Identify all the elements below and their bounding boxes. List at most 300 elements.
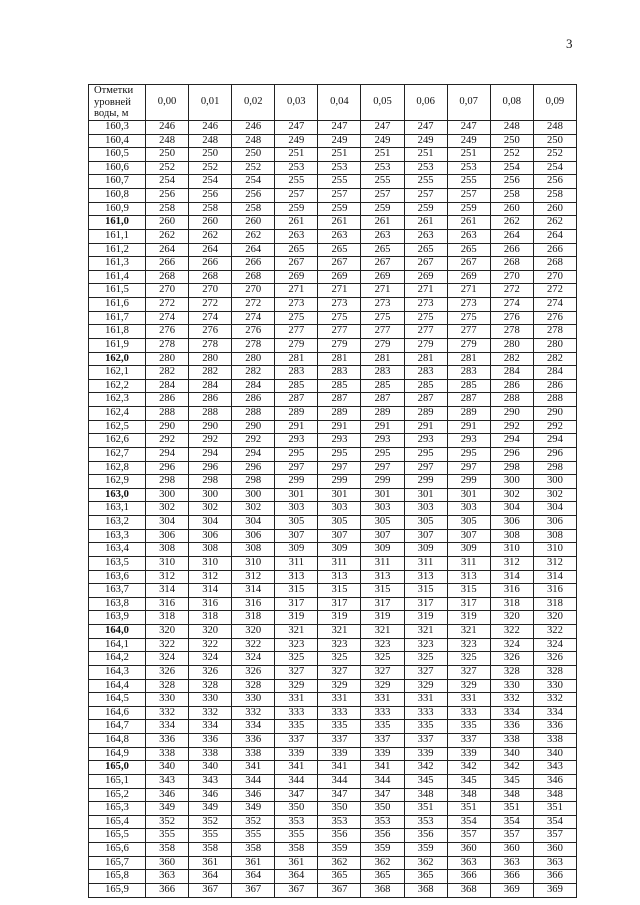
value-cell: 333 [275, 706, 318, 720]
value-cell: 321 [361, 625, 404, 639]
value-cell: 365 [361, 870, 404, 884]
level-cell: 163,1 [89, 502, 146, 516]
value-cell: 351 [533, 802, 576, 816]
level-cell: 163,2 [89, 516, 146, 530]
value-cell: 251 [361, 148, 404, 162]
value-cell: 260 [189, 216, 232, 230]
value-cell: 275 [318, 311, 361, 325]
value-cell: 248 [232, 134, 275, 148]
value-cell: 325 [361, 652, 404, 666]
value-cell: 321 [447, 625, 490, 639]
value-cell: 369 [533, 883, 576, 897]
value-cell: 326 [490, 652, 533, 666]
value-cell: 324 [533, 638, 576, 652]
value-cell: 312 [232, 570, 275, 584]
value-cell: 306 [232, 529, 275, 543]
value-cell: 311 [275, 556, 318, 570]
value-cell: 303 [404, 502, 447, 516]
value-cell: 310 [146, 556, 189, 570]
value-cell: 256 [189, 189, 232, 203]
value-cell: 342 [490, 761, 533, 775]
value-cell: 303 [318, 502, 361, 516]
value-cell: 344 [275, 774, 318, 788]
value-cell: 286 [232, 393, 275, 407]
value-cell: 354 [490, 815, 533, 829]
value-cell: 318 [490, 597, 533, 611]
value-cell: 249 [447, 134, 490, 148]
table-row [89, 761, 577, 775]
value-cell: 279 [447, 338, 490, 352]
value-cell: 260 [146, 216, 189, 230]
value-cell: 256 [146, 189, 189, 203]
value-cell: 247 [404, 120, 447, 134]
value-cell: 268 [490, 257, 533, 271]
value-cell: 252 [533, 148, 576, 162]
value-cell: 338 [232, 747, 275, 761]
value-cell: 282 [189, 366, 232, 380]
level-cell: 163,5 [89, 556, 146, 570]
value-cell: 264 [189, 243, 232, 257]
value-cell: 367 [318, 883, 361, 897]
value-cell: 282 [490, 352, 533, 366]
level-cell: 165,5 [89, 829, 146, 843]
value-cell: 346 [189, 788, 232, 802]
value-cell: 263 [318, 229, 361, 243]
value-cell: 307 [404, 529, 447, 543]
value-cell: 249 [318, 134, 361, 148]
value-cell: 321 [275, 625, 318, 639]
value-cell: 352 [232, 815, 275, 829]
value-cell: 295 [275, 447, 318, 461]
value-cell: 313 [404, 570, 447, 584]
level-cell: 163,7 [89, 584, 146, 598]
value-cell: 341 [232, 761, 275, 775]
value-cell: 326 [533, 652, 576, 666]
value-cell: 277 [361, 325, 404, 339]
table-row [89, 883, 577, 897]
value-cell: 283 [318, 366, 361, 380]
value-cell: 300 [146, 488, 189, 502]
value-cell: 342 [404, 761, 447, 775]
value-cell: 347 [275, 788, 318, 802]
table-row [89, 488, 577, 502]
value-cell: 272 [533, 284, 576, 298]
value-cell: 327 [361, 665, 404, 679]
table-row [89, 802, 577, 816]
value-cell: 305 [275, 516, 318, 530]
value-cell: 299 [275, 475, 318, 489]
value-cell: 250 [146, 148, 189, 162]
value-cell: 280 [533, 338, 576, 352]
value-cell: 344 [232, 774, 275, 788]
value-cell: 269 [318, 270, 361, 284]
value-cell: 360 [447, 843, 490, 857]
value-cell: 284 [490, 366, 533, 380]
value-cell: 275 [361, 311, 404, 325]
page-number: 3 [566, 36, 573, 51]
value-cell: 355 [232, 829, 275, 843]
table-row [89, 161, 577, 175]
value-cell: 261 [318, 216, 361, 230]
value-cell: 292 [232, 434, 275, 448]
value-cell: 294 [533, 434, 576, 448]
value-cell: 320 [490, 611, 533, 625]
value-cell: 337 [318, 734, 361, 748]
value-cell: 322 [189, 638, 232, 652]
level-cell: 162,6 [89, 434, 146, 448]
value-cell: 257 [404, 189, 447, 203]
level-cell: 162,4 [89, 407, 146, 421]
value-cell: 248 [146, 134, 189, 148]
level-cell: 160,9 [89, 202, 146, 216]
value-cell: 317 [318, 597, 361, 611]
value-cell: 279 [404, 338, 447, 352]
value-cell: 353 [275, 815, 318, 829]
value-cell: 253 [361, 161, 404, 175]
value-cell: 273 [275, 298, 318, 312]
value-cell: 246 [232, 120, 275, 134]
value-cell: 290 [189, 420, 232, 434]
value-cell: 314 [490, 570, 533, 584]
value-cell: 257 [361, 189, 404, 203]
value-cell: 259 [447, 202, 490, 216]
value-cell: 361 [275, 856, 318, 870]
value-cell: 351 [447, 802, 490, 816]
value-cell: 359 [361, 843, 404, 857]
value-cell: 303 [447, 502, 490, 516]
table-row [89, 638, 577, 652]
value-cell: 271 [275, 284, 318, 298]
value-cell: 254 [490, 161, 533, 175]
value-cell: 295 [447, 447, 490, 461]
value-cell: 315 [404, 584, 447, 598]
value-cell: 252 [490, 148, 533, 162]
level-cell: 160,3 [89, 120, 146, 134]
table-row [89, 516, 577, 530]
value-cell: 302 [189, 502, 232, 516]
value-cell: 322 [232, 638, 275, 652]
header-line: Отметки [94, 85, 134, 96]
value-cell: 308 [490, 529, 533, 543]
table-header [89, 85, 577, 121]
level-cell: 164,8 [89, 734, 146, 748]
value-cell: 324 [146, 652, 189, 666]
value-cell: 306 [490, 516, 533, 530]
value-cell: 363 [146, 870, 189, 884]
level-cell: 161,2 [89, 243, 146, 257]
column-header: 0,01 [189, 85, 232, 121]
value-cell: 357 [447, 829, 490, 843]
value-cell: 348 [533, 788, 576, 802]
value-cell: 274 [146, 311, 189, 325]
value-cell: 307 [275, 529, 318, 543]
table-row [89, 407, 577, 421]
value-cell: 353 [404, 815, 447, 829]
table-row [89, 611, 577, 625]
value-cell: 315 [361, 584, 404, 598]
value-cell: 276 [146, 325, 189, 339]
value-cell: 336 [533, 720, 576, 734]
value-cell: 366 [146, 883, 189, 897]
value-cell: 265 [447, 243, 490, 257]
value-cell: 266 [490, 243, 533, 257]
value-cell: 286 [189, 393, 232, 407]
value-cell: 256 [232, 189, 275, 203]
value-cell: 331 [275, 693, 318, 707]
column-header: 0,02 [232, 85, 275, 121]
table-row [89, 352, 577, 366]
value-cell: 313 [318, 570, 361, 584]
value-cell: 333 [361, 706, 404, 720]
value-cell: 280 [490, 338, 533, 352]
value-cell: 252 [146, 161, 189, 175]
level-cell: 165,4 [89, 815, 146, 829]
table-row [89, 829, 577, 843]
value-cell: 290 [490, 407, 533, 421]
value-cell: 347 [318, 788, 361, 802]
value-cell: 273 [447, 298, 490, 312]
value-cell: 360 [490, 843, 533, 857]
value-cell: 309 [361, 543, 404, 557]
value-cell: 330 [146, 693, 189, 707]
value-cell: 253 [318, 161, 361, 175]
value-cell: 285 [361, 379, 404, 393]
value-cell: 297 [275, 461, 318, 475]
value-cell: 260 [533, 202, 576, 216]
value-cell: 251 [447, 148, 490, 162]
value-cell: 308 [232, 543, 275, 557]
value-cell: 286 [146, 393, 189, 407]
value-cell: 261 [361, 216, 404, 230]
value-cell: 257 [447, 189, 490, 203]
value-cell: 333 [318, 706, 361, 720]
level-cell: 164,1 [89, 638, 146, 652]
value-cell: 294 [189, 447, 232, 461]
column-header: 0,05 [361, 85, 404, 121]
value-cell: 255 [447, 175, 490, 189]
level-cell: 164,5 [89, 693, 146, 707]
value-cell: 307 [361, 529, 404, 543]
value-cell: 273 [361, 298, 404, 312]
value-cell: 324 [490, 638, 533, 652]
value-cell: 335 [404, 720, 447, 734]
value-cell: 343 [146, 774, 189, 788]
value-cell: 263 [404, 229, 447, 243]
value-cell: 256 [490, 175, 533, 189]
value-cell: 312 [189, 570, 232, 584]
value-cell: 284 [232, 379, 275, 393]
value-cell: 268 [146, 270, 189, 284]
level-cell: 160,7 [89, 175, 146, 189]
value-cell: 309 [318, 543, 361, 557]
table-row [89, 584, 577, 598]
value-cell: 258 [533, 189, 576, 203]
level-cell: 161,6 [89, 298, 146, 312]
value-cell: 293 [447, 434, 490, 448]
value-cell: 287 [275, 393, 318, 407]
level-cell: 161,5 [89, 284, 146, 298]
value-cell: 259 [318, 202, 361, 216]
value-cell: 288 [146, 407, 189, 421]
level-cell: 164,6 [89, 706, 146, 720]
value-cell: 336 [232, 734, 275, 748]
value-cell: 328 [490, 665, 533, 679]
value-cell: 317 [447, 597, 490, 611]
value-cell: 318 [189, 611, 232, 625]
level-cell: 161,0 [89, 216, 146, 230]
value-cell: 303 [275, 502, 318, 516]
value-cell: 335 [447, 720, 490, 734]
value-cell: 316 [146, 597, 189, 611]
value-cell: 337 [275, 734, 318, 748]
value-cell: 261 [447, 216, 490, 230]
value-cell: 283 [361, 366, 404, 380]
value-cell: 297 [447, 461, 490, 475]
value-cell: 358 [275, 843, 318, 857]
value-cell: 325 [447, 652, 490, 666]
value-cell: 320 [146, 625, 189, 639]
value-cell: 353 [318, 815, 361, 829]
value-cell: 367 [275, 883, 318, 897]
value-cell: 249 [404, 134, 447, 148]
value-cell: 297 [404, 461, 447, 475]
value-cell: 328 [232, 679, 275, 693]
value-cell: 327 [318, 665, 361, 679]
value-cell: 366 [447, 870, 490, 884]
value-cell: 312 [533, 556, 576, 570]
value-cell: 366 [490, 870, 533, 884]
value-cell: 306 [533, 516, 576, 530]
value-cell: 253 [275, 161, 318, 175]
table-row [89, 270, 577, 284]
value-cell: 257 [318, 189, 361, 203]
value-cell: 261 [404, 216, 447, 230]
value-cell: 326 [189, 665, 232, 679]
value-cell: 254 [533, 161, 576, 175]
value-cell: 302 [490, 488, 533, 502]
value-cell: 319 [318, 611, 361, 625]
value-cell: 283 [404, 366, 447, 380]
value-cell: 344 [318, 774, 361, 788]
value-cell: 304 [146, 516, 189, 530]
value-cell: 259 [361, 202, 404, 216]
value-cell: 323 [361, 638, 404, 652]
value-cell: 298 [533, 461, 576, 475]
value-cell: 283 [447, 366, 490, 380]
value-cell: 250 [232, 148, 275, 162]
value-cell: 296 [490, 447, 533, 461]
value-cell: 281 [318, 352, 361, 366]
value-cell: 313 [447, 570, 490, 584]
header-level-column [89, 85, 146, 121]
value-cell: 349 [146, 802, 189, 816]
value-cell: 258 [232, 202, 275, 216]
value-cell: 268 [189, 270, 232, 284]
value-cell: 271 [404, 284, 447, 298]
value-cell: 250 [189, 148, 232, 162]
value-cell: 349 [189, 802, 232, 816]
value-cell: 304 [189, 516, 232, 530]
value-cell: 365 [404, 870, 447, 884]
value-cell: 265 [361, 243, 404, 257]
value-cell: 260 [490, 202, 533, 216]
value-cell: 274 [189, 311, 232, 325]
value-cell: 288 [533, 393, 576, 407]
value-cell: 277 [275, 325, 318, 339]
value-cell: 352 [146, 815, 189, 829]
value-cell: 312 [490, 556, 533, 570]
table-row [89, 679, 577, 693]
value-cell: 315 [275, 584, 318, 598]
value-cell: 335 [275, 720, 318, 734]
value-cell: 291 [404, 420, 447, 434]
value-cell: 246 [146, 120, 189, 134]
value-cell: 317 [361, 597, 404, 611]
table-row [89, 843, 577, 857]
value-cell: 279 [275, 338, 318, 352]
value-cell: 359 [404, 843, 447, 857]
value-cell: 287 [404, 393, 447, 407]
value-cell: 310 [232, 556, 275, 570]
value-cell: 356 [404, 829, 447, 843]
level-cell: 163,8 [89, 597, 146, 611]
value-cell: 288 [189, 407, 232, 421]
value-cell: 368 [361, 883, 404, 897]
value-cell: 311 [361, 556, 404, 570]
value-cell: 356 [361, 829, 404, 843]
level-cell: 165,8 [89, 870, 146, 884]
value-cell: 285 [447, 379, 490, 393]
value-cell: 274 [490, 298, 533, 312]
column-header: 0,00 [146, 85, 189, 121]
value-cell: 314 [146, 584, 189, 598]
value-cell: 334 [189, 720, 232, 734]
value-cell: 313 [361, 570, 404, 584]
table-row [89, 393, 577, 407]
value-cell: 270 [232, 284, 275, 298]
value-cell: 251 [318, 148, 361, 162]
level-cell: 164,0 [89, 625, 146, 639]
value-cell: 367 [189, 883, 232, 897]
value-cell: 329 [404, 679, 447, 693]
value-cell: 337 [404, 734, 447, 748]
value-cell: 357 [490, 829, 533, 843]
table-row [89, 529, 577, 543]
value-cell: 262 [146, 229, 189, 243]
table-row [89, 379, 577, 393]
value-cell: 306 [189, 529, 232, 543]
level-cell: 162,1 [89, 366, 146, 380]
value-cell: 323 [318, 638, 361, 652]
value-cell: 309 [275, 543, 318, 557]
value-cell: 266 [533, 243, 576, 257]
column-header: 0,04 [318, 85, 361, 121]
value-cell: 247 [275, 120, 318, 134]
value-cell: 311 [447, 556, 490, 570]
value-cell: 354 [447, 815, 490, 829]
value-cell: 299 [318, 475, 361, 489]
value-cell: 262 [232, 229, 275, 243]
value-cell: 271 [318, 284, 361, 298]
value-cell: 289 [361, 407, 404, 421]
value-cell: 248 [533, 120, 576, 134]
value-cell: 286 [533, 379, 576, 393]
value-cell: 305 [318, 516, 361, 530]
value-cell: 330 [490, 679, 533, 693]
value-cell: 330 [189, 693, 232, 707]
value-cell: 276 [533, 311, 576, 325]
value-cell: 262 [490, 216, 533, 230]
